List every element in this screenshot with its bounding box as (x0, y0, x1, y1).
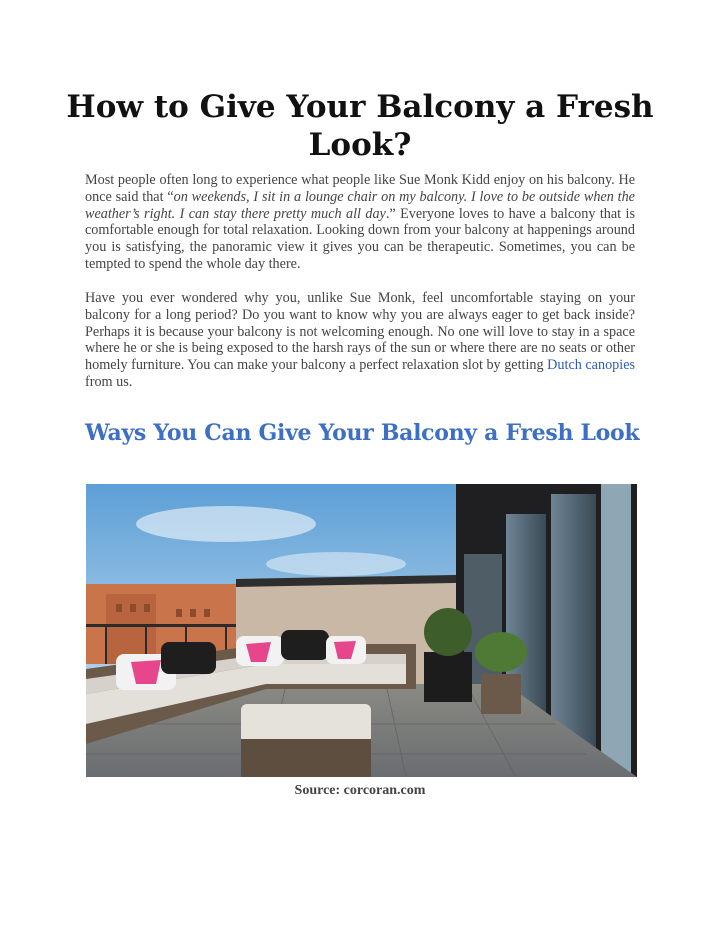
dutch-canopies-link[interactable]: Dutch canopies (547, 357, 636, 374)
intro-text-end: .” Everyone loves to have a balcony that is comfortable enough for total relaxation. Looking down from your balcony at happenings around you is satisfying, the panoramic view it gives you can be therapeutic. Sometimes, you can be tempted to spend the whole day there. (85, 205, 635, 272)
sue-monk-kidd-quote: on weekends, I sit in a lounge chair on my balcony. I love to be outside when the weather’s right. I can stay there pretty much all day (85, 188, 635, 222)
intro-text-start: Most people often long to experience what people like Sue Monk Kidd enjoy on his balcony. He once said that “ (85, 172, 635, 205)
image-caption: Source: corcoran.com (294, 783, 426, 798)
balcony-photo (86, 484, 637, 777)
second-paragraph (85, 290, 635, 391)
article-title: How to Give Your Balcony a Fresh Look? (66, 89, 654, 163)
intro-paragraph (85, 172, 635, 273)
section-heading: Ways You Can Give Your Balcony a Fresh Look (85, 420, 640, 446)
second-text-end: from us. (85, 373, 133, 390)
second-text-start: Have you ever wondered why you, unlike Sue Monk, feel uncomfortable staying on your balcony for a long period? Do you want to know why you are always eager to get back inside? Perhaps it is because your balcony is not welcoming enough. No one will love to stay in a space where he or she is being exposed to the harsh rays of the sun or where there are no seats or other homely furniture. You can make your balcony a perfect relaxation slot by getting (85, 290, 635, 374)
